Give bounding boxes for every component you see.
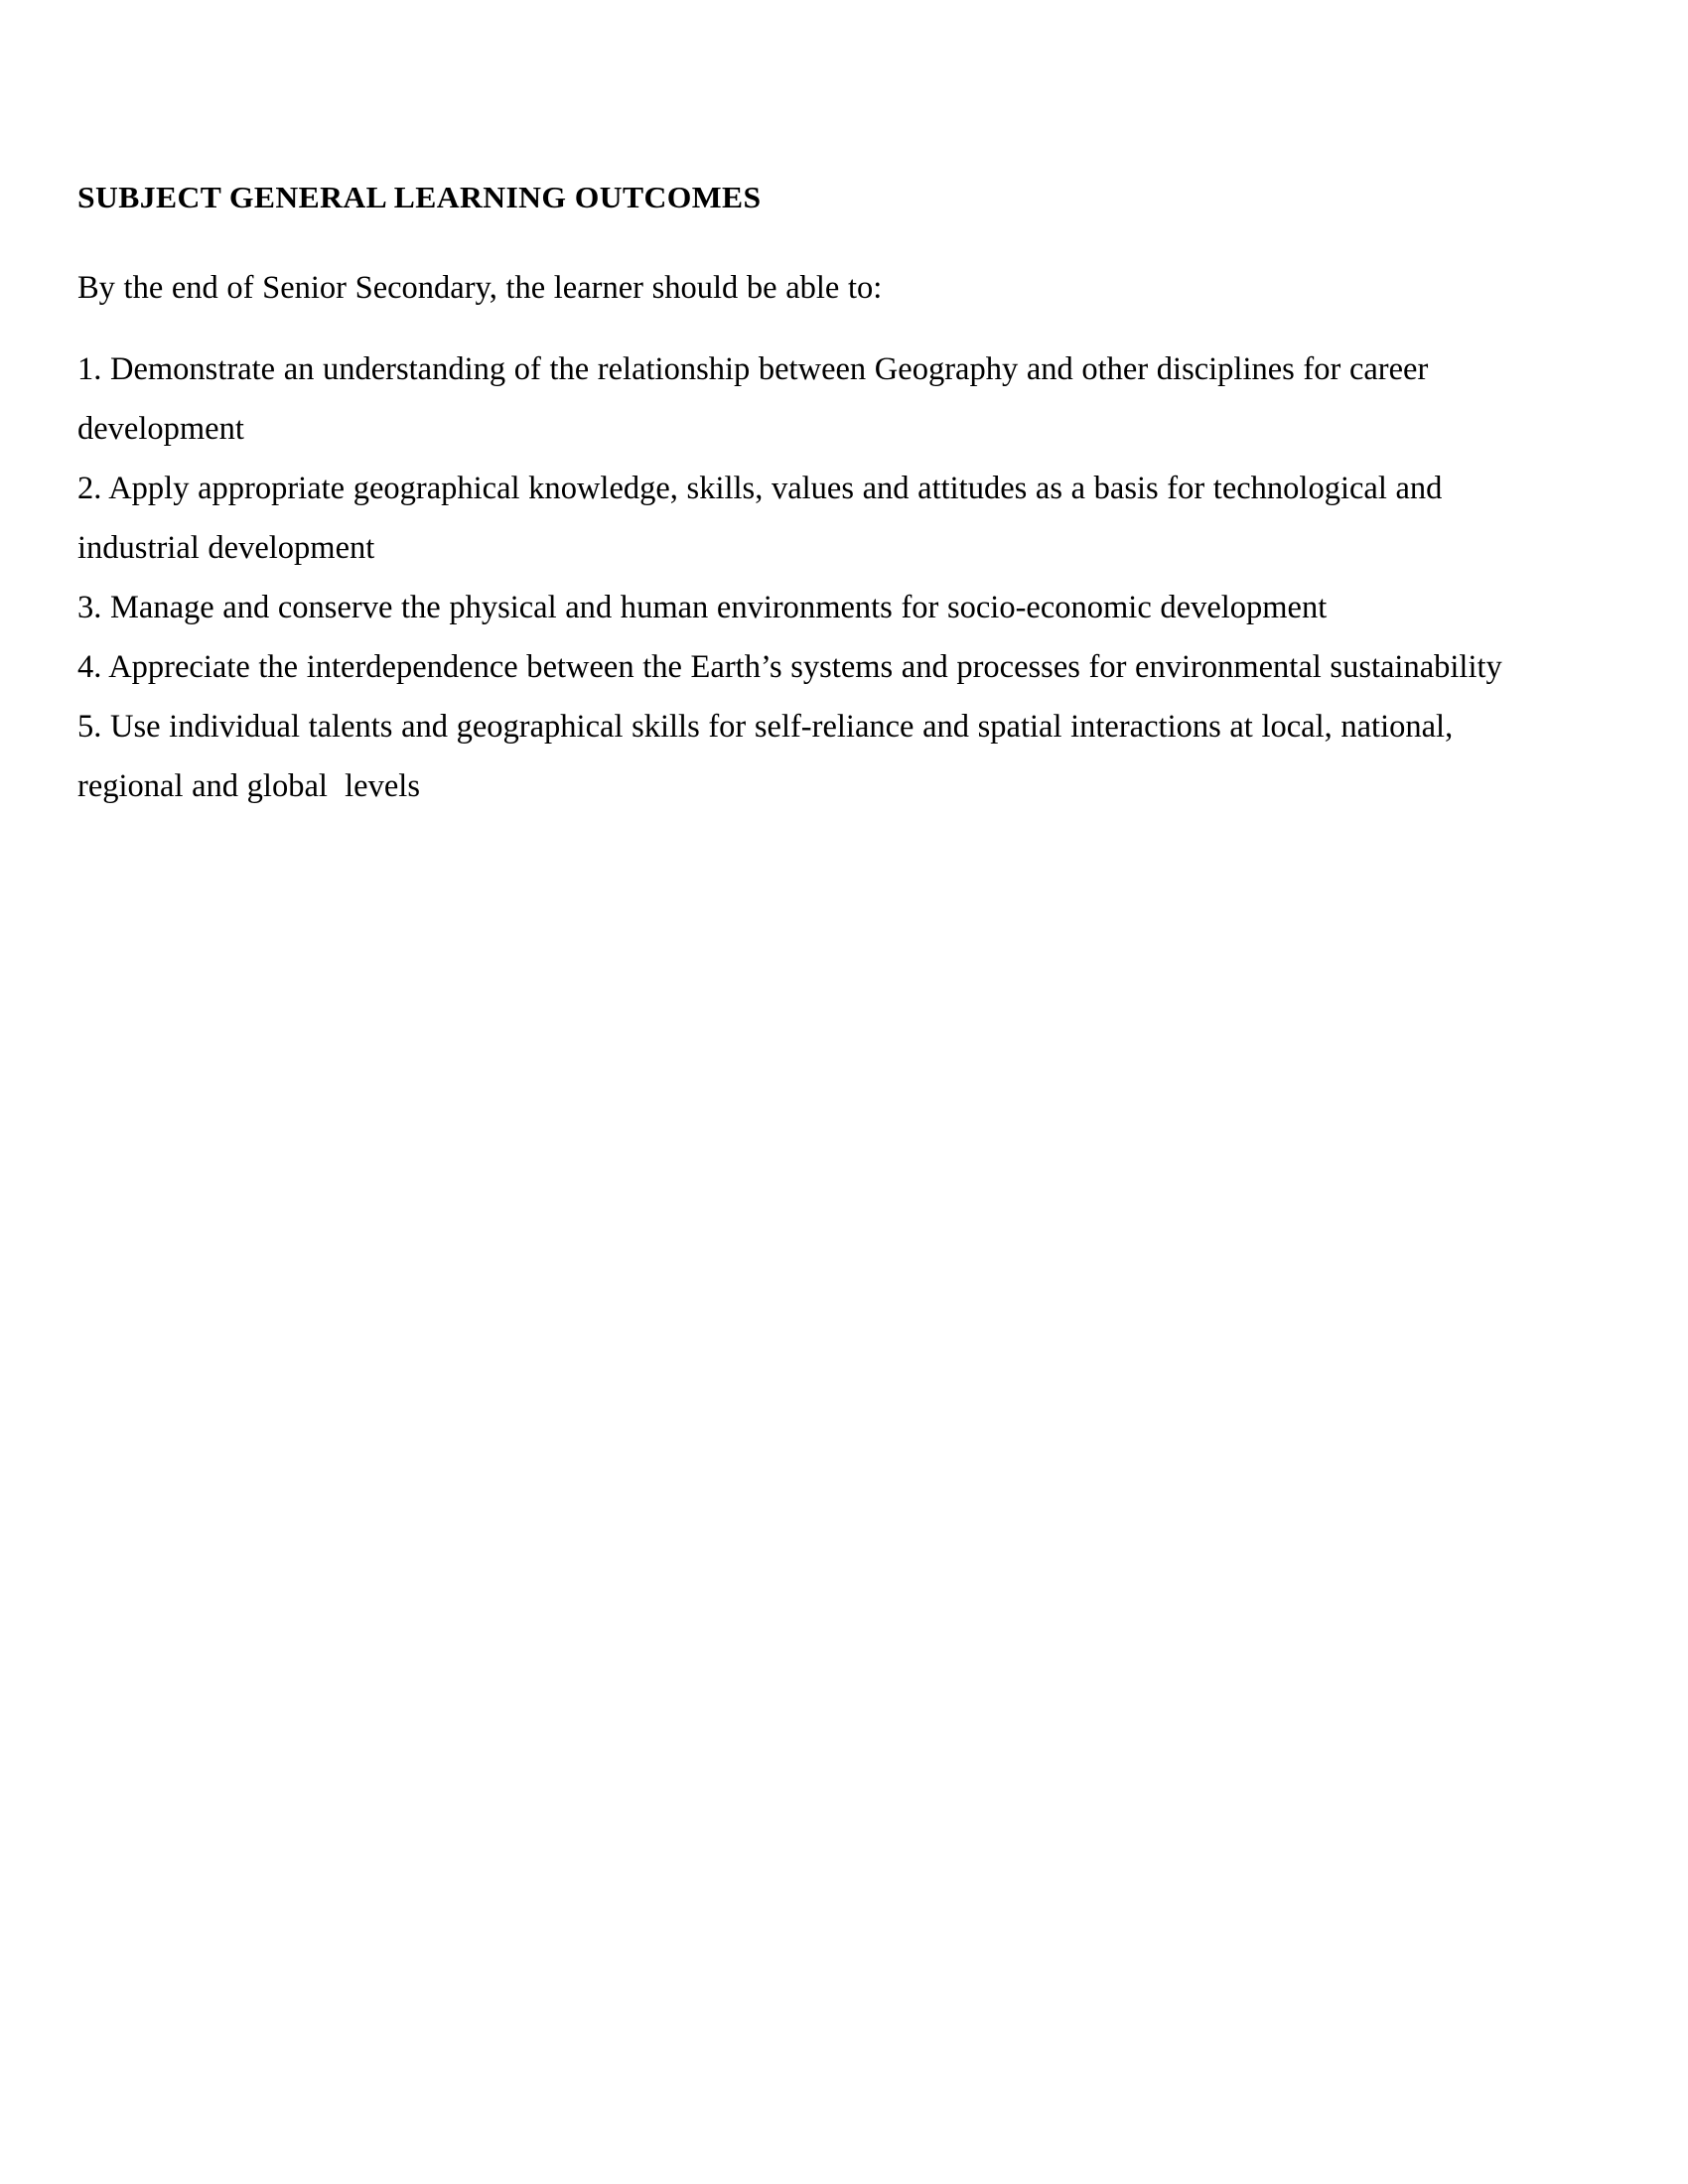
list-item: 2. Apply appropriate geographical knowledge, skills, values and attitudes as a basis for technological and industrial development (77, 471, 1452, 567)
learning-outcomes-list (77, 340, 1547, 816)
list-item: 4. Appreciate the interdependence between the Earth’s systems and processes for environmental sustainability (77, 649, 1502, 686)
list-item: 1. Demonstrate an understanding of the relationship between Geography and other disciplines for career development (77, 351, 1437, 448)
intro-paragraph: By the end of Senior Secondary, the learner should be able to: (77, 270, 883, 306)
list-item: 5. Use individual talents and geographical skills for self-reliance and spatial interactions at local, national, regional and global levels (77, 709, 1462, 805)
document-content (77, 182, 1547, 816)
page-title: SUBJECT GENERAL LEARNING OUTCOMES (77, 180, 762, 214)
list-item: 3. Manage and conserve the physical and human environments for socio-economic development (77, 590, 1328, 626)
